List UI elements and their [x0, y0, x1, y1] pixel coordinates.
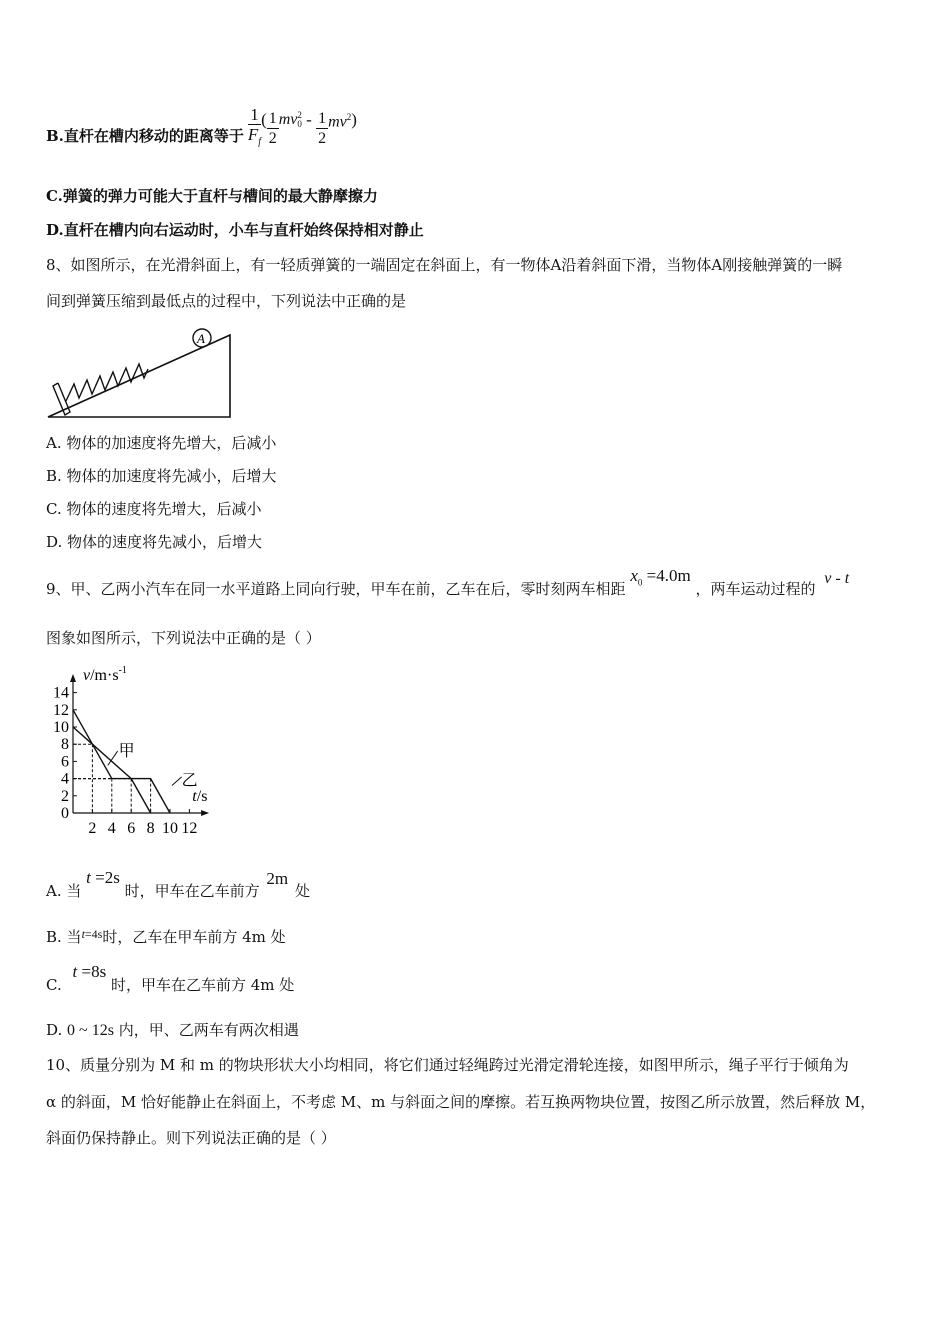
x0-sub: 0 — [637, 577, 643, 588]
q9-stem-line-1 — [46, 566, 850, 600]
spring-coil — [66, 364, 148, 401]
term-1-text: mv — [278, 111, 298, 128]
fraction-denominator: F — [247, 124, 259, 144]
q8-option-d: D. 物体的速度将先减小，后增大 — [46, 533, 263, 551]
q9-option-d-suffix: 内，甲、乙两车有两次相遇 — [113, 1021, 299, 1039]
q9-option-c-prefix: C. — [46, 976, 62, 994]
chart-labels — [53, 665, 207, 837]
formula-term-2 — [328, 107, 351, 132]
q9-option-a — [46, 870, 310, 900]
formula-lparen: ( — [261, 110, 267, 129]
q7-option-b-text: B.直杆在槽内移动的距离等于 — [46, 127, 244, 145]
q9-option-c — [46, 962, 294, 992]
q7-option-d: D.直杆在槽内向右运动时，小车与直杆始终保持相对静止 — [46, 221, 424, 239]
q9-option-a-time — [86, 868, 120, 887]
q9-option-a-distance: 2m — [266, 869, 289, 888]
formula-rparen: ) — [351, 110, 357, 129]
y-tick-label: 0 — [61, 805, 69, 822]
q9-option-d-prefix: D. — [46, 1021, 68, 1039]
q9-option-d — [46, 1020, 299, 1041]
half-2-numerator: 1 — [318, 109, 327, 127]
q8-incline-figure — [44, 322, 234, 422]
q9-option-a-eq: =2s — [90, 868, 120, 887]
series-yi-leader — [172, 777, 182, 786]
half-1-numerator: 1 — [268, 109, 277, 127]
q8-stem-line-2: 间到弹簧压缩到最低点的过程中，下列说法中正确的是 — [46, 292, 407, 310]
formula-fraction-1-over-ff — [248, 106, 261, 152]
y-tick-label: 2 — [61, 787, 69, 805]
x-tick-label: 6 — [127, 820, 136, 837]
q9-option-a-t: t — [86, 868, 91, 887]
term-1-sup: 2 — [297, 110, 302, 121]
y-axis-label: $v/m\cdot s^{-1}$ — [83, 665, 127, 684]
q8-option-a: A. 物体的加速度将先增大，后减小 — [46, 434, 277, 452]
q9-option-b-suffix: 时，乙车在甲车前方 4m 处 — [102, 928, 286, 946]
formula-term-1 — [279, 110, 302, 130]
block-a-label: A — [197, 331, 205, 346]
q7-option-b — [46, 104, 357, 151]
q9-option-c-time — [73, 962, 107, 981]
term-1-sub: 0 — [297, 119, 302, 130]
x-tick-label: 4 — [107, 820, 116, 837]
y-tick-label: 4 — [61, 770, 69, 788]
fraction-numerator: 1 — [248, 106, 261, 125]
q7-option-c: C.弹簧的弹力可能大于直杆与槽间的最大静摩擦力 — [46, 187, 378, 205]
x-axis-label: t/s — [192, 787, 208, 805]
x0-value: =4.0m — [642, 566, 691, 585]
q9-stem-line-2: 图象如图所示，下列说法中正确的是（ ） — [46, 629, 321, 647]
formula-minus: - — [301, 110, 317, 129]
x-axis-arrow — [201, 810, 209, 816]
q9-option-c-suffix: 时，甲车在乙车前方 4m 处 — [110, 976, 295, 994]
y-tick-label: 10 — [53, 719, 69, 736]
q9-stem-part-1: 9、甲、乙两小汽车在同一水平道路上同向行驶，甲车在前，乙车在后，零时刻两车相距 — [46, 580, 626, 598]
q10-stem-line-3: 斜面仍保持静止。则下列说法正确的是（ ） — [46, 1129, 336, 1147]
series-jia-label: 甲 — [118, 743, 135, 761]
formula-half-2 — [316, 110, 328, 149]
q9-option-b-prefix: B. 当 — [46, 928, 82, 946]
q7-option-b-formula — [248, 106, 357, 152]
q8-stem-line-1: 8、如图所示，在光滑斜面上，有一轻质弹簧的一端固定在斜面上，有一物体A沿着斜面下滑，当物体A刚接触弹簧的一瞬 — [46, 256, 843, 274]
x-tick-label: 10 — [162, 820, 178, 837]
fraction-denominator-sub: f — [258, 136, 262, 148]
q8-option-c: C. 物体的速度将先增大，后减小 — [46, 500, 262, 518]
q9-option-b-time — [82, 927, 103, 941]
formula-half-1 — [267, 110, 279, 149]
term-2-text: mv — [328, 113, 347, 131]
q9-option-b-eq: =4s — [84, 927, 103, 941]
q9-option-a-prefix: A. 当 — [46, 882, 82, 900]
y-axis-arrow — [70, 674, 76, 682]
x-tick-label: 12 — [181, 820, 198, 837]
y-tick-label: 12 — [53, 701, 69, 719]
y-tick-label: 6 — [61, 753, 69, 771]
q9-option-c-t: t — [72, 962, 78, 981]
q9-option-b-t: t — [81, 927, 85, 941]
q10-stem-line-1: 10、质量分别为 M 和 m 的物块形状大小均相同，将它们通过轻绳跨过光滑定滑轮连接，如图甲所示，绳子平行于倾角为 — [46, 1056, 849, 1074]
q8-option-b: B. 物体的加速度将先减小，后增大 — [46, 467, 277, 485]
q9-vt-chart — [40, 656, 240, 842]
q9-option-d-range: 0 ~ 12s — [67, 1022, 114, 1039]
q9-x0 — [630, 566, 691, 588]
term-2-sup: 2 — [346, 112, 352, 123]
y-tick-label: 14 — [53, 684, 69, 702]
x-tick-label: 2 — [88, 820, 97, 837]
q9-option-c-eq: =8s — [77, 962, 107, 981]
series-yi-label: 乙 — [181, 772, 198, 790]
x-tick-label: 8 — [146, 820, 155, 837]
chart-series — [73, 710, 170, 813]
q9-vt-label: v - t — [824, 570, 850, 587]
x0-symbol: x — [630, 566, 638, 585]
q9-option-a-mid: 时，甲车在乙车前方 — [124, 882, 260, 900]
q9-option-b — [46, 927, 286, 948]
q10-stem-line-2: α 的斜面，M 恰好能静止在斜面上，不考虑 M、m 与斜面之间的摩擦。若互换两物块位置，按图乙所示放置，然后释放 M， — [46, 1093, 876, 1111]
q9-option-a-suffix: 处 — [294, 882, 310, 900]
half-1-denominator: 2 — [268, 129, 277, 147]
series-line-jia — [73, 710, 170, 813]
y-tick-label: 8 — [61, 736, 69, 754]
q9-stem-part-2: ，两车运动过程的 — [695, 580, 816, 598]
half-2-denominator: 2 — [318, 129, 327, 147]
